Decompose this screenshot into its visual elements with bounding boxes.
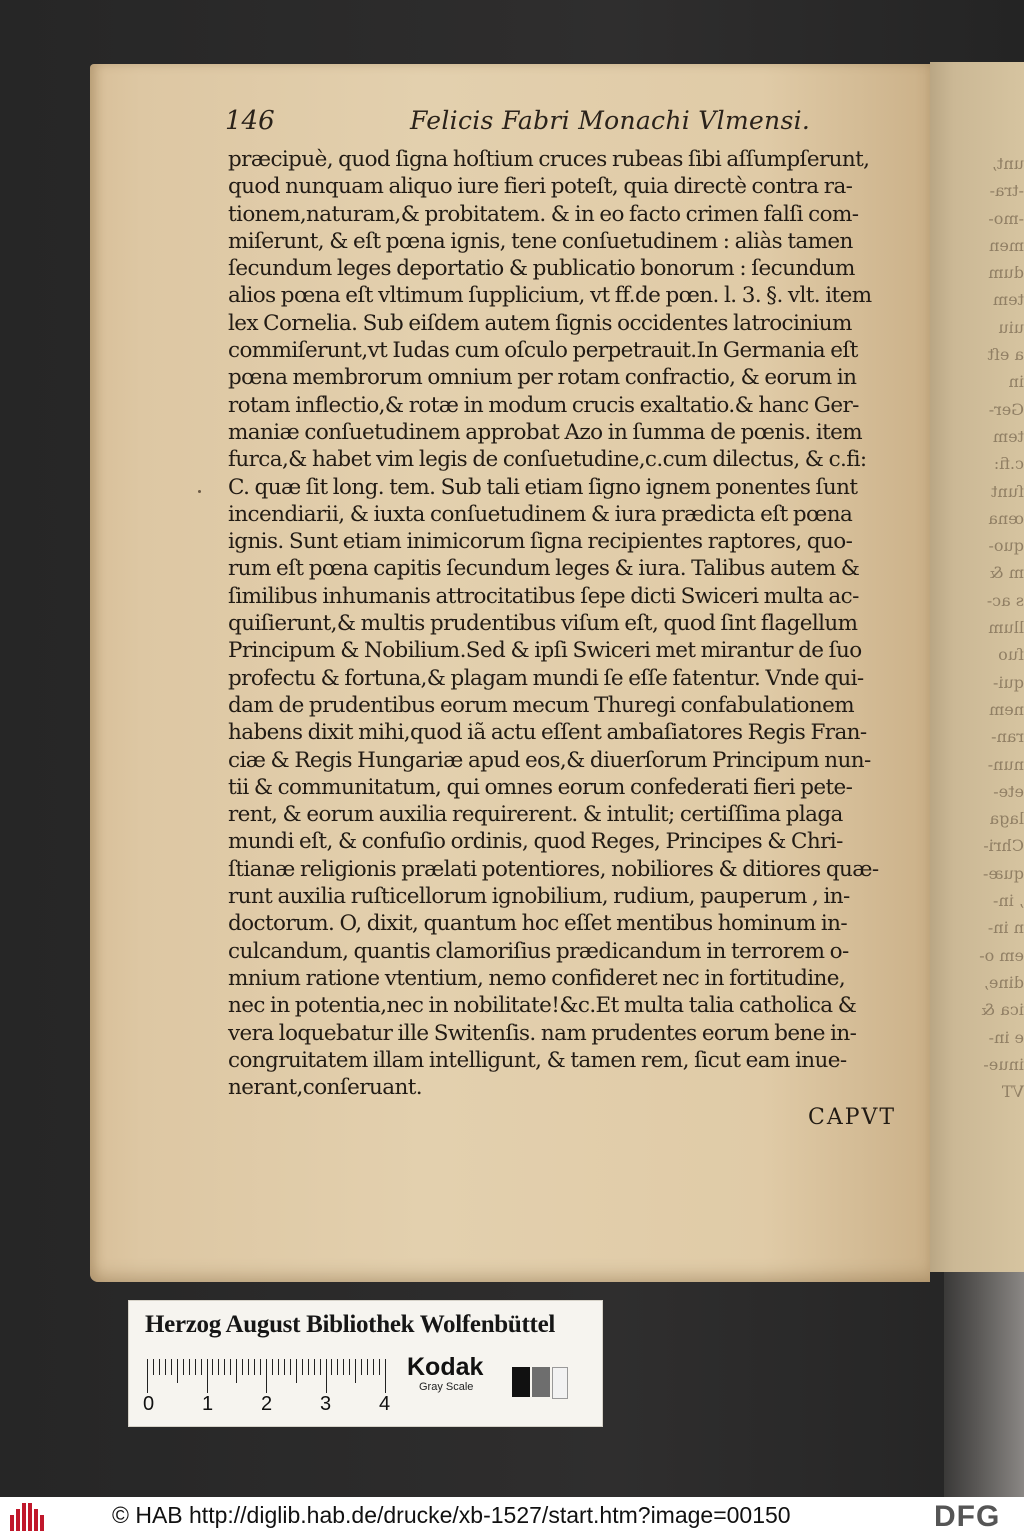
text-line: rent, & eorum auxilia requirerent. & intulit; certiſſima plaga [228,802,843,828]
ruler-tick [266,1359,267,1393]
ruler-number: 3 [320,1393,332,1415]
text-line: quiſierunt,& multis prudentibus viſum eſt, quod ſint flagellum [228,611,858,637]
gray-swatch-mid [532,1367,550,1397]
text-line: profectu & fortuna,& plagam mundi ſe eſſe fatentur. Vnde qui- [228,665,864,691]
ruler-tick [373,1359,374,1375]
ruler-tick [337,1359,338,1375]
ruler-tick [272,1359,273,1375]
gray-swatch-black [512,1367,530,1397]
text-line: rotam inflectio,& rotæ in modum crucis exaltatio.& hanc Ger- [228,392,859,418]
ruler-number: 4 [379,1393,391,1415]
gray-scale-label: Gray Scale [419,1381,474,1393]
catchword: CAPVT [808,1105,897,1130]
scale-ruler [147,1359,397,1393]
ruler-tick [284,1359,285,1375]
ruler-tick [320,1359,321,1375]
ruler-tick [201,1359,202,1375]
ruler-tick [355,1359,356,1383]
text-line: tii & communitatum, qui omnes eorum confederati fieri pete- [228,774,853,800]
ruler-tick [153,1359,154,1375]
text-line: culcandum, quantis clamoriſius prædicandum in terrorem o- [228,938,849,964]
ruler-tick [361,1359,362,1375]
ruler-tick [189,1359,190,1375]
footer-bar [0,1497,1024,1537]
ruler-tick [343,1359,344,1375]
ruler-number: 2 [261,1393,273,1415]
page-number: 146 [225,106,275,136]
text-line: ignis. Sunt etiam inimicorum ſigna recipientes raptores, quo- [228,529,853,555]
text-line: ſimilibus inhumanis attrocitatibus ſepe dicti Swiceri multa ac- [228,583,859,609]
text-line: incendiarii, & iuxta conſuetudinem & iura prædicta eſt pœna [228,501,853,527]
margin-mark [198,490,201,493]
ruler-number: 0 [143,1393,155,1415]
text-line: mnium ratione vtentium, nemo confideret nec in fortitudine, [228,965,846,991]
text-line: ſtianæ religionis prælati potentiores, nobiliores & ditiores quæ- [228,856,879,882]
ruler-tick [177,1359,178,1383]
text-line: alios pœna eſt vltimum ſupplicium, vt ff.de pœn. l. 3. §. vlt. item [228,283,872,309]
ruler-tick [236,1359,237,1383]
text-line: præcipuè, quod ſigna hoſtium cruces rubeas ſibi aſſumpſerunt, [228,147,870,172]
text-line: dam de prudentibus eorum mecum Thuregi confabulationem [228,692,855,718]
ruler-tick [308,1359,309,1375]
ruler-tick [230,1359,231,1375]
text-line: doctorum. O, dixit, quantum hoc eſſet mentibus hominum in- [228,911,848,937]
facing-page-fragments: unt, -tra- -mo- men dum tem uiu a eſt in Ger- tem c.fi: ſunt œna quo- m & s ac- llum ſuo qui- nem ran- nun- ete- laga Chri- quæ- , in- n in- em o- dine, ica & e in- inue- VT [979,154,1024,1102]
ruler-tick [171,1359,172,1375]
text-line: congruitatem illam intelligunt, & tamen rem, ſicut eam inue- [228,1047,847,1073]
ruler-tick [165,1359,166,1375]
source-link[interactable]: © HAB http://diglib.hab.de/drucke/xb-1527/start.htm?image=00150 [112,1502,791,1528]
ruler-tick [367,1359,368,1375]
ruler-tick [183,1359,184,1375]
ruler-tick [296,1359,297,1383]
ruler-tick [248,1359,249,1375]
ruler-tick [326,1359,327,1393]
hab-logo-icon [10,1503,48,1531]
text-line: nec in potentia,nec in nobilitate!&c.Et multa talia catholica & [228,993,857,1019]
facing-page [930,62,1024,1272]
ruler-tick [147,1359,148,1393]
text-line: quod nunquam aliquo iure fieri poteſt, quia directè contra ra- [228,174,853,200]
ruler-tick [159,1359,160,1375]
ruler-tick [254,1359,255,1375]
text-line: pœna membrorum omnium per rotam confractio, & eorum in [228,365,857,391]
text-line: C. quæ ſit long. tem. Sub tali etiam ſigno ignem ponentes ſunt [228,474,858,500]
text-line: runt auxilia ruſticellorum ignobilium, rudium, pauperum , in- [228,884,850,910]
running-head [225,106,925,146]
gray-swatch-white [552,1367,568,1399]
text-line: tionem,naturam,& probitatem. & in eo facto crimen falſi com- [228,201,859,227]
running-title: Felicis Fabri Monachi Vlmensi. [410,106,811,135]
ruler-tick [314,1359,315,1375]
text-line: nerant,conſeruant. [228,1075,422,1101]
library-name: Herzog August Bibliothek Wolfenbüttel [145,1311,556,1338]
ruler-tick [260,1359,261,1375]
text-line: vera loquebatur ille Switenſis. nam prudentes eorum bene in- [228,1020,857,1046]
ruler-tick [379,1359,380,1375]
text-line: ciæ & Regis Hungariæ apud eos,& diuerſorum Principum nun- [228,747,871,773]
text-line: ſecundum leges deportatio & publicatio bonorum : ſecundum [228,256,855,282]
dfg-logo: DFG [934,1500,1001,1533]
body-text [228,146,928,1101]
ruler-tick [349,1359,350,1375]
ruler-tick [278,1359,279,1375]
ruler-tick [302,1359,303,1375]
ruler-number: 1 [202,1393,214,1415]
ruler-tick [242,1359,243,1375]
facing-page-edge [944,1272,1024,1497]
kodak-logo: Kodak [407,1353,484,1381]
text-line: miſerunt, & eſt pœna ignis, tene conſuetudinem : aliàs tamen [228,228,853,254]
text-line: rum eſt pœna capitis ſecundum leges & iura. Talibus autem & [228,556,860,582]
ruler-tick [218,1359,219,1375]
text-line: habens dixit mihi,quod iã actu eſſent ambaſiatores Regis Fran- [228,720,867,746]
text-line: mundi eſt, & confuſio ordinis, quod Reges, Principes & Chri- [228,829,843,855]
text-line: furca,& habet vim legis de conſuetudine,c.cum dilectus, & c.fi: [228,447,867,473]
library-label-card [128,1300,603,1427]
ruler-tick [290,1359,291,1375]
text-line: commiſerunt,vt Iudas cum oſculo perpetrauit.In Germania eſt [228,338,858,364]
ruler-tick [224,1359,225,1375]
text-line: lex Cornelia. Sub eiſdem autem ſignis occidentes latrocinium [228,310,852,336]
ruler-tick [385,1359,386,1393]
text-line: Principum & Nobilium.Sed & ipſi Swiceri met mirantur de ſuo [228,638,862,664]
ruler-tick [207,1359,208,1393]
text-line: maniæ conſuetudinem approbat Azo in ſumma de pœnis. item [228,419,863,445]
ruler-tick [331,1359,332,1375]
ruler-tick [195,1359,196,1375]
ruler-tick [212,1359,213,1375]
